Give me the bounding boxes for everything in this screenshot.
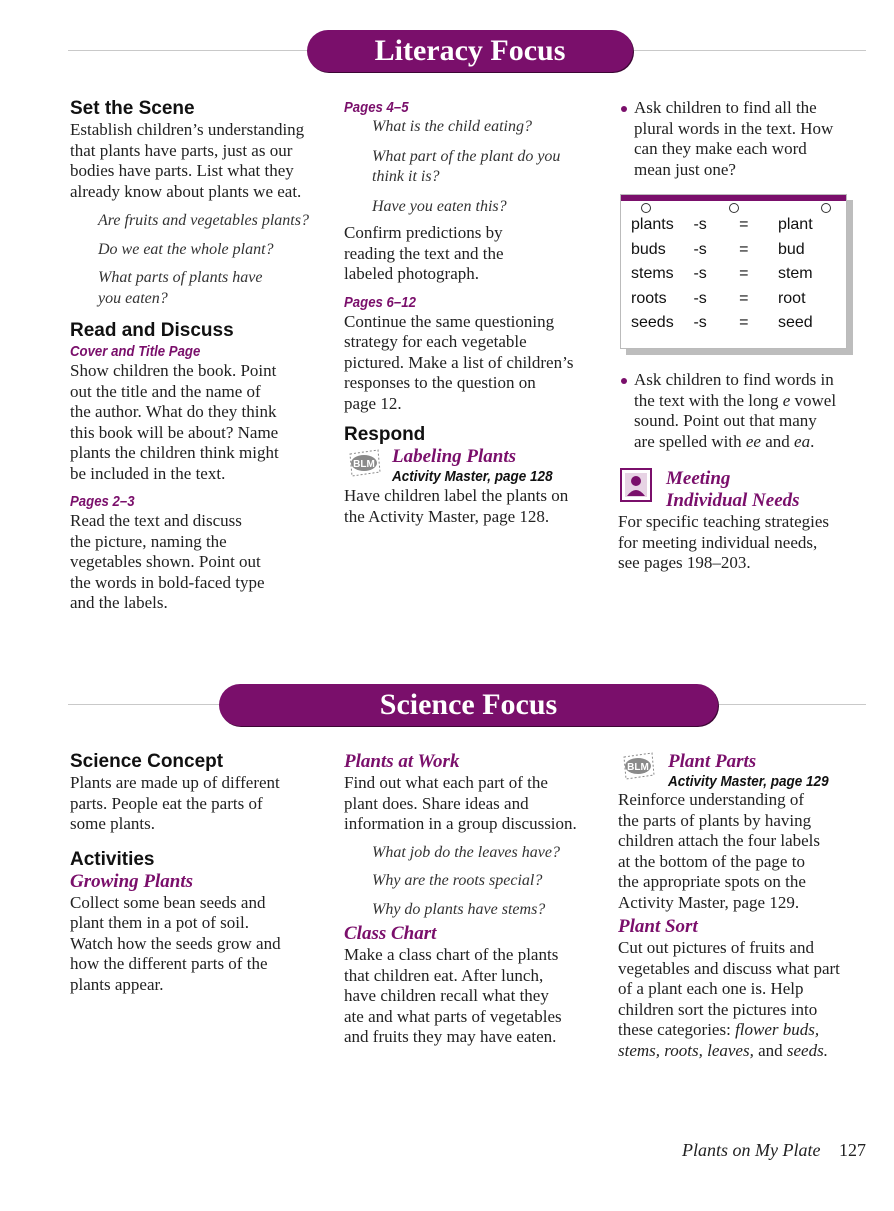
cover-title-subheading: Cover and Title Page (70, 343, 201, 360)
blm-icon (620, 751, 656, 781)
plants-at-work-question: What job do the leaves have? (372, 843, 560, 861)
footer-book-title: Plants on My Plate (682, 1140, 821, 1160)
activity-master-129: Activity Master, page 129 (668, 773, 829, 790)
person-icon (620, 468, 652, 502)
literacy-rule-right (632, 50, 866, 51)
chart-rings (621, 201, 846, 213)
literacy-column-3 (618, 98, 868, 180)
science-column-1 (70, 751, 335, 995)
set-scene-question: Do we eat the whole plant? (98, 240, 274, 258)
literacy-column-1 (70, 98, 335, 614)
pages-6-12-text: Continue the same questioning strategy for each vegetable pictured. Make a list of children’s responses to the question on page 12. (344, 311, 574, 413)
plural-word: buds (631, 240, 666, 258)
pages-6-12-subheading: Pages 6–12 (344, 293, 416, 311)
growing-plants-title: Growing Plants (70, 870, 194, 892)
science-rule-right (717, 704, 866, 705)
equals-sign: = (739, 265, 749, 283)
science-column-2 (344, 751, 604, 1048)
meeting-needs-title: Meeting Individual Needs (666, 468, 800, 511)
science-rule-left (68, 704, 220, 705)
page-number: 127 (839, 1140, 866, 1160)
ring-icon (729, 203, 739, 213)
plural-row (631, 311, 831, 336)
read-and-discuss-heading: Read and Discuss (70, 320, 234, 341)
plants-at-work-title: Plants at Work (344, 751, 460, 772)
suffix: -s (693, 314, 707, 332)
meeting-needs-block (618, 468, 868, 512)
pages-4-5-question: What part of the plant do you think it is? (372, 147, 561, 185)
class-chart-title: Class Chart (344, 923, 437, 944)
literacy-focus-banner: Literacy Focus (307, 30, 633, 72)
singular-word: stem (777, 265, 813, 283)
bullet-marker (621, 106, 627, 112)
literacy-column-2 (344, 98, 599, 527)
set-the-scene-heading: Set the Scene (70, 98, 195, 119)
set-the-scene-text: Establish children’s understanding that plants have parts, just as our bodies have parts. List what they already know about plants we eat. (70, 120, 305, 201)
science-column-3 (618, 748, 868, 1061)
singular-word: bud (777, 240, 805, 258)
set-scene-question: What parts of plants have you eaten? (98, 269, 263, 307)
pages-4-5-question: Have you eaten this? (372, 197, 507, 215)
svg-text:BLM: BLM (353, 459, 375, 470)
suffix: -s (693, 240, 707, 258)
suffix: -s (693, 216, 707, 234)
ring-icon (641, 203, 651, 213)
plural-word: roots (631, 289, 667, 307)
labeling-plants-text: Have children label the plants on the Activity Master, page 128. (344, 486, 569, 526)
pages-4-5-question: What is the child eating? (372, 118, 532, 135)
long-e-bullet: Ask children to find words in the text with the long e vowel sound. Point out that many are spelled with ee and ea. (634, 370, 837, 451)
blm-icon (346, 448, 382, 478)
singular-word: root (777, 289, 806, 307)
chart-card (620, 194, 847, 349)
singular-word: seed (777, 314, 813, 332)
plants-at-work-text: Find out what each part of the plant does. Share ideas and information in a group discussion. (344, 773, 577, 833)
plural-words-bullet: Ask children to find all the plural words in the text. How can they make each word mean just one? (634, 98, 834, 179)
bullet-marker (621, 378, 627, 384)
plant-sort-text: Cut out pictures of fruits and vegetables and discuss what part of a plant each one is. Help children sort the pictures into these categories: flower buds, stems, roots, leaves, and seeds. (618, 938, 840, 1060)
page-footer (682, 1140, 866, 1161)
set-scene-question: Are fruits and vegetables plants? (98, 212, 309, 229)
suffix: -s (693, 265, 707, 283)
science-focus-banner: Science Focus (219, 684, 718, 726)
plural-table (631, 213, 831, 336)
pages-4-5-subheading: Pages 4–5 (344, 99, 409, 116)
plural-word: seeds (631, 314, 674, 332)
plants-at-work-question: Why do plants have stems? (372, 900, 546, 918)
activity-master-128: Activity Master, page 128 (392, 468, 553, 485)
literacy-rule-left (68, 50, 308, 51)
meeting-needs-text: For specific teaching strategies for meeting individual needs, see pages 198–203. (618, 512, 830, 572)
plant-parts-title: Plant Parts (668, 751, 757, 772)
equals-sign: = (739, 314, 749, 332)
activities-heading: Activities (70, 848, 155, 870)
labeling-plants-title: Labeling Plants (392, 446, 517, 467)
plant-sort-title: Plant Sort (618, 916, 698, 937)
labeling-plants-block (344, 446, 599, 486)
cover-title-text: Show children the book. Point out the title and the name of the author. What do they think this book will be about? Name plants the children think might be included in the text. (70, 361, 279, 483)
ring-icon (821, 203, 831, 213)
pages-2-3-text: Read the text and discuss the picture, naming the vegetables shown. Point out the words in bold-faced type and the labels. (70, 511, 265, 612)
plural-row (631, 287, 831, 312)
class-chart-text: Make a class chart of the plants that children eat. After lunch, have children recall what they ate and what parts of vegetables and fruits they may have eaten. (344, 945, 562, 1046)
respond-heading: Respond (344, 424, 426, 445)
plant-parts-text: Reinforce understanding of the parts of plants by having children attach the four labels at the bottom of the page to the appropriate spots on the Activity Master, page 129. (618, 790, 821, 912)
pages-2-3-subheading: Pages 2–3 (70, 493, 135, 510)
singular-word: plant (777, 216, 813, 234)
plural-word: plants (631, 216, 674, 234)
literacy-column-3-lower (618, 370, 868, 574)
equals-sign: = (739, 289, 749, 307)
plants-at-work-question: Why are the roots special? (372, 872, 543, 889)
plural-row (631, 238, 831, 263)
science-concept-heading: Science Concept (70, 751, 224, 772)
plural-row (631, 262, 831, 287)
growing-plants-text: Collect some bean seeds and plant them in a pot of soil. Watch how the seeds grow and how the different parts of the plants appear. (70, 892, 281, 994)
suffix: -s (693, 289, 707, 307)
equals-sign: = (739, 240, 749, 258)
equals-sign: = (739, 216, 749, 234)
svg-text:BLM: BLM (627, 762, 649, 773)
plural-words-chart (620, 194, 847, 349)
pages-4-5-text: Confirm predictions by reading the text and the labeled photograph. (344, 223, 504, 283)
plant-parts-block (618, 748, 868, 790)
plural-row (631, 213, 831, 238)
plural-word: stems (631, 265, 674, 283)
science-concept-text: Plants are made up of different parts. People eat the parts of some plants. (70, 773, 280, 833)
